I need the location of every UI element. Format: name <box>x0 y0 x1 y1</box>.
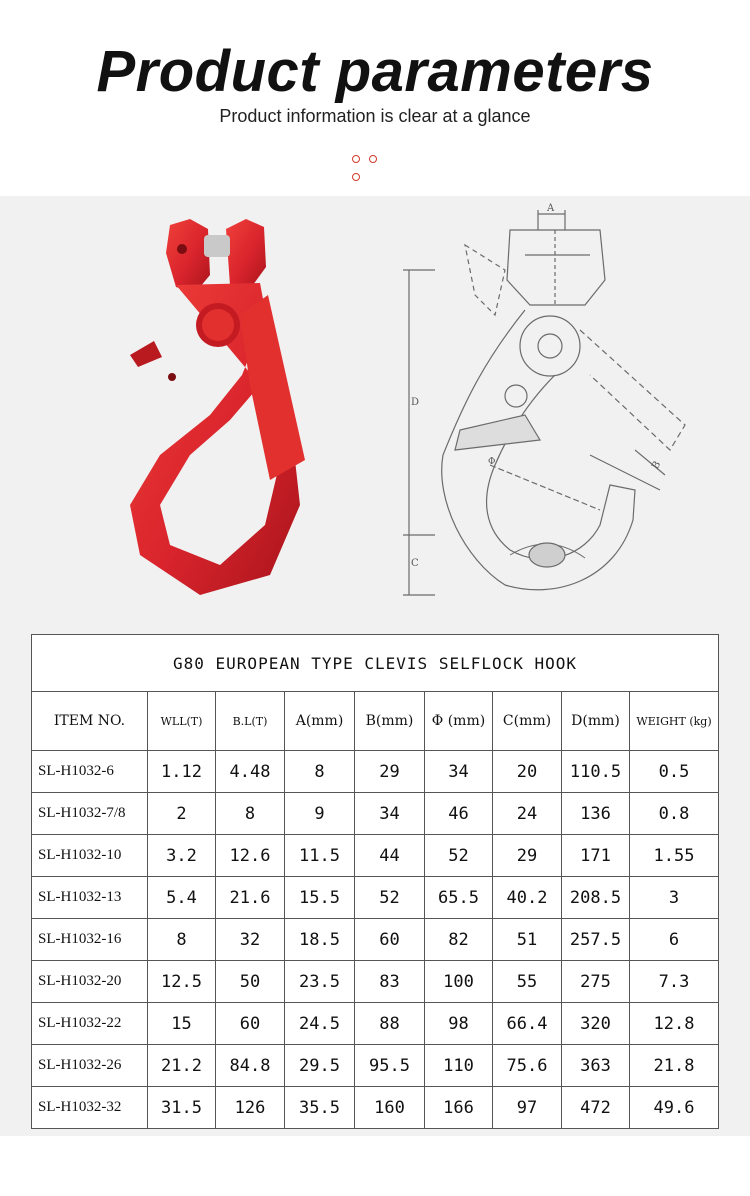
column-header: C(mm) <box>493 692 562 751</box>
table-cell: 472 <box>562 1087 630 1129</box>
table-cell: 75.6 <box>493 1045 562 1087</box>
table-cell: 97 <box>493 1087 562 1129</box>
table-cell: 6 <box>630 919 719 961</box>
column-header: ITEM NO. <box>32 692 148 751</box>
dot-icon <box>369 155 377 163</box>
table-cell: 82 <box>425 919 493 961</box>
table-cell: 363 <box>562 1045 630 1087</box>
table-caption: G80 EUROPEAN TYPE CLEVIS SELFLOCK HOOK <box>32 635 719 692</box>
column-header: D(mm) <box>562 692 630 751</box>
item-number-cell: SL-H1032-13 <box>32 877 148 919</box>
bottom-margin <box>0 1136 750 1196</box>
table-cell: 8 <box>216 793 285 835</box>
table-cell: 0.8 <box>630 793 719 835</box>
table-cell: 2 <box>148 793 216 835</box>
table-cell: 21.8 <box>630 1045 719 1087</box>
table-cell: 40.2 <box>493 877 562 919</box>
table-row <box>32 1045 719 1087</box>
table-cell: 49.6 <box>630 1087 719 1129</box>
table-cell: 1.55 <box>630 835 719 877</box>
table-row <box>32 919 719 961</box>
table-cell: 84.8 <box>216 1045 285 1087</box>
table-cell: 34 <box>355 793 425 835</box>
table-cell: 95.5 <box>355 1045 425 1087</box>
dot-icon <box>352 155 360 163</box>
table-row <box>32 877 719 919</box>
item-number-cell: SL-H1032-7/8 <box>32 793 148 835</box>
column-header: B(mm) <box>355 692 425 751</box>
table-cell: 23.5 <box>285 961 355 1003</box>
item-number-cell: SL-H1032-26 <box>32 1045 148 1087</box>
table-cell: 24.5 <box>285 1003 355 1045</box>
table-cell: 126 <box>216 1087 285 1129</box>
table-cell: 5.4 <box>148 877 216 919</box>
table-cell: 35.5 <box>285 1087 355 1129</box>
hook-photo <box>90 205 330 600</box>
table-cell: 3.2 <box>148 835 216 877</box>
column-header: A(mm) <box>285 692 355 751</box>
table-cell: 12.8 <box>630 1003 719 1045</box>
column-header: B.L(T) <box>216 692 285 751</box>
table-cell: 32 <box>216 919 285 961</box>
table-cell: 166 <box>425 1087 493 1129</box>
table-cell: 11.5 <box>285 835 355 877</box>
decorative-dots <box>352 150 400 160</box>
column-header: WLL(T) <box>148 692 216 751</box>
table-cell: 110 <box>425 1045 493 1087</box>
table-cell: 320 <box>562 1003 630 1045</box>
table-cell: 12.5 <box>148 961 216 1003</box>
table-cell: 21.2 <box>148 1045 216 1087</box>
item-number-cell: SL-H1032-32 <box>32 1087 148 1129</box>
table-cell: 12.6 <box>216 835 285 877</box>
table-cell: 136 <box>562 793 630 835</box>
table-cell: 20 <box>493 751 562 793</box>
table-cell: 171 <box>562 835 630 877</box>
item-number-cell: SL-H1032-20 <box>32 961 148 1003</box>
table-cell: 60 <box>355 919 425 961</box>
table-cell: 51 <box>493 919 562 961</box>
header <box>0 0 750 196</box>
dim-label-d: D <box>411 397 420 408</box>
table-cell: 88 <box>355 1003 425 1045</box>
table-row <box>32 751 719 793</box>
item-number-cell: SL-H1032-16 <box>32 919 148 961</box>
table-cell: 15.5 <box>285 877 355 919</box>
table-cell: 83 <box>355 961 425 1003</box>
table-body <box>32 751 719 1129</box>
table-cell: 3 <box>630 877 719 919</box>
table-cell: 66.4 <box>493 1003 562 1045</box>
table-cell: 46 <box>425 793 493 835</box>
dim-label-a: A <box>547 203 555 214</box>
table-cell: 1.12 <box>148 751 216 793</box>
table-row <box>32 1087 719 1129</box>
table-cell: 9 <box>285 793 355 835</box>
table-cell: 24 <box>493 793 562 835</box>
table-cell: 15 <box>148 1003 216 1045</box>
table-cell: 44 <box>355 835 425 877</box>
table-cell: 100 <box>425 961 493 1003</box>
table-row <box>32 1003 719 1045</box>
table-header-row <box>32 692 719 751</box>
table-cell: 18.5 <box>285 919 355 961</box>
table-cell: 160 <box>355 1087 425 1129</box>
table-cell: 257.5 <box>562 919 630 961</box>
table-cell: 60 <box>216 1003 285 1045</box>
page-title: Product parameters <box>96 39 654 104</box>
table-cell: 4.48 <box>216 751 285 793</box>
table-cell: 52 <box>425 835 493 877</box>
table-cell: 110.5 <box>562 751 630 793</box>
table-cell: 29 <box>355 751 425 793</box>
table-cell: 31.5 <box>148 1087 216 1129</box>
column-header: Φ (mm) <box>425 692 493 751</box>
table-cell: 52 <box>355 877 425 919</box>
table-row <box>32 793 719 835</box>
table-cell: 8 <box>148 919 216 961</box>
dot-icon <box>352 173 360 181</box>
item-number-cell: SL-H1032-10 <box>32 835 148 877</box>
dim-label-phi: Φ <box>488 457 496 467</box>
page-subtitle: Product information is clear at a glance <box>219 106 531 126</box>
table-cell: 29.5 <box>285 1045 355 1087</box>
table-cell: 0.5 <box>630 751 719 793</box>
table-cell: 98 <box>425 1003 493 1045</box>
table-cell: 29 <box>493 835 562 877</box>
table-cell: 21.6 <box>216 877 285 919</box>
table-cell: 275 <box>562 961 630 1003</box>
table-cell: 55 <box>493 961 562 1003</box>
item-number-cell: SL-H1032-6 <box>32 751 148 793</box>
table-cell: 208.5 <box>562 877 630 919</box>
table-cell: 65.5 <box>425 877 493 919</box>
spec-table <box>31 634 719 1129</box>
table-cell: 50 <box>216 961 285 1003</box>
table-cell: 8 <box>285 751 355 793</box>
technical-drawing <box>395 200 705 600</box>
column-header: WEIGHT (kg) <box>630 692 719 751</box>
table-row <box>32 961 719 1003</box>
dim-label-b: B <box>650 459 664 472</box>
item-number-cell: SL-H1032-22 <box>32 1003 148 1045</box>
table-cell: 34 <box>425 751 493 793</box>
table-row <box>32 835 719 877</box>
table-cell: 7.3 <box>630 961 719 1003</box>
dim-label-c: C <box>411 558 419 569</box>
